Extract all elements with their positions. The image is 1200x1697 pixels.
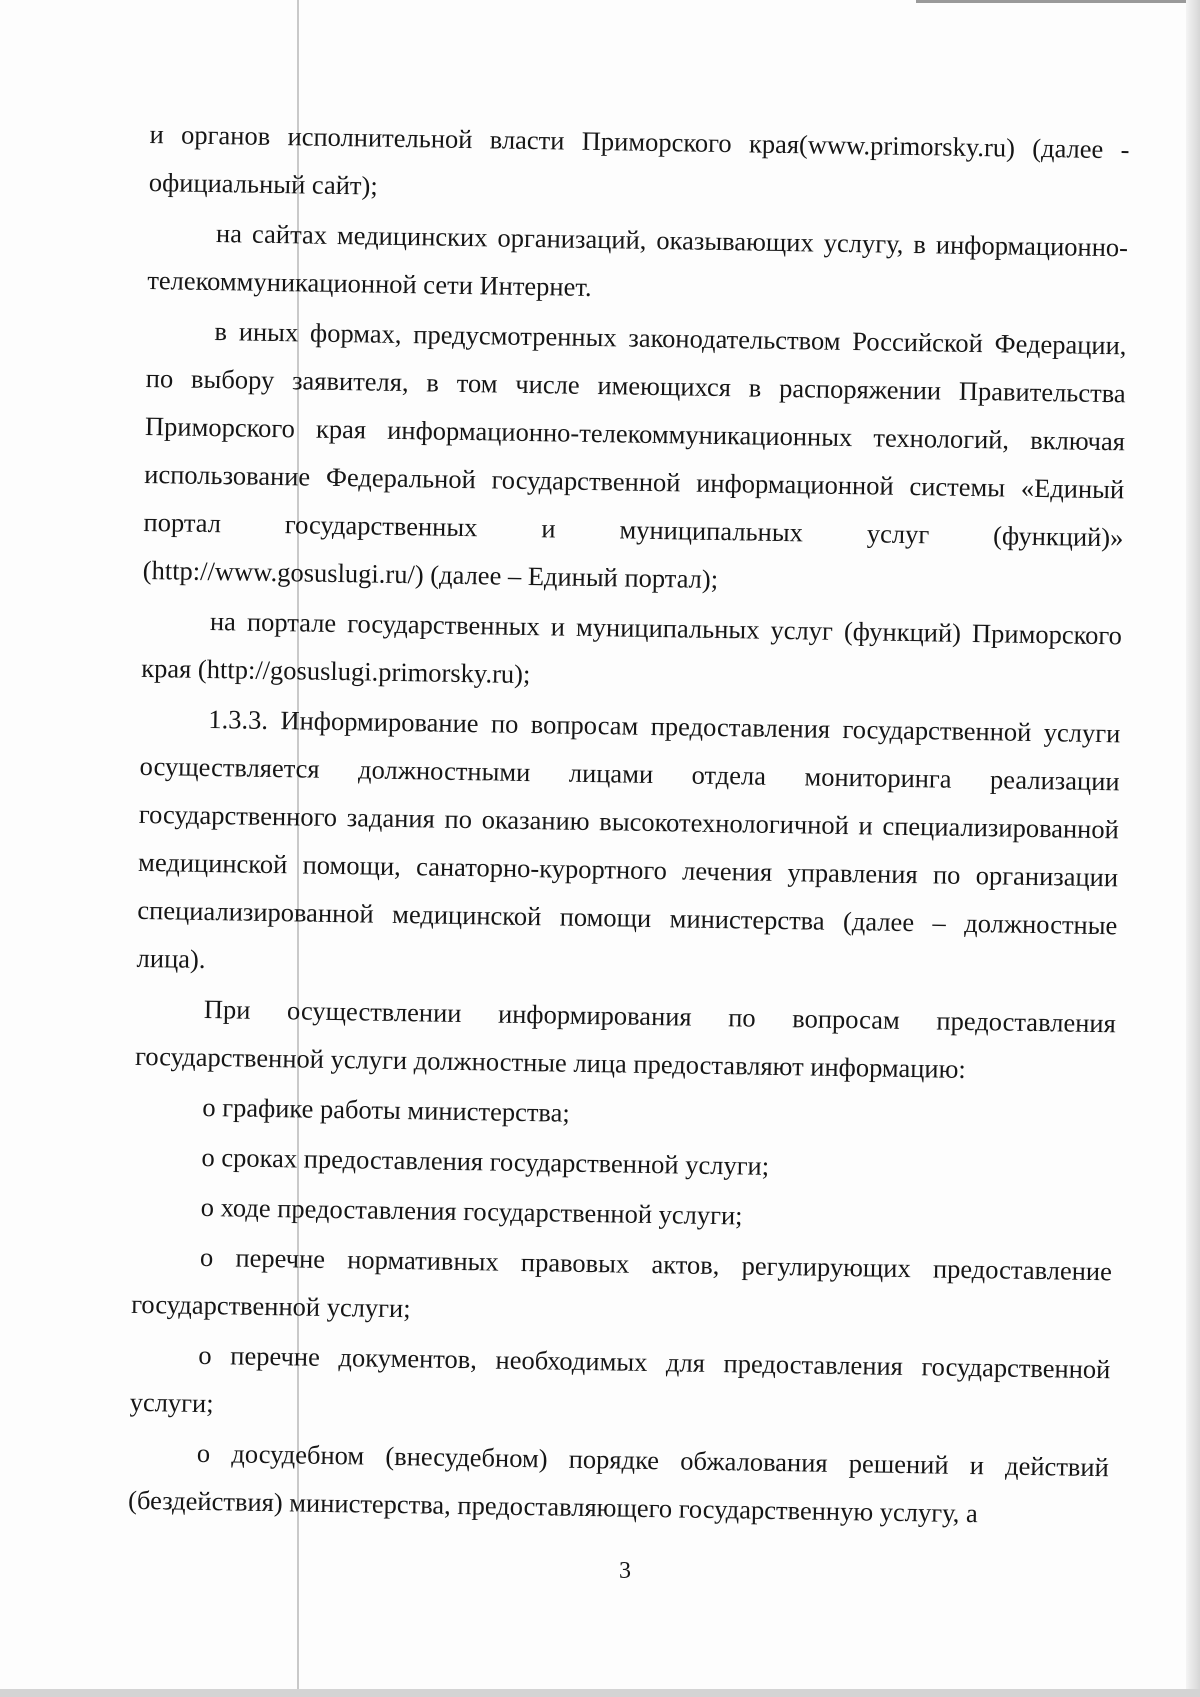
list-item-legal-acts: о перечне нормативных правовых актов, регулирующих предоставление государственной услуги; (131, 1241, 1113, 1324)
paragraph-other-forms: в иных формах, предусмотренных законодательством Российской Федерации, по выбору заявителя, в том числе имеющихся в распоряжении Правительства Приморского края информационно-телекоммуникационных технологий, включая использование Федеральной государственной информационной системы «Единый портал государственных и муниципальных услуг (функций)» (http://www.gosuslugi.ru/) (далее – Единый портал); (142, 316, 1127, 594)
scan-top-edge (916, 0, 1186, 3)
paragraph-regional-portal: на портале государственных и муниципальных услуг (функций) Приморского края (http://gosuslugi.primorsky.ru); (140, 606, 1123, 690)
paragraph-medical-sites: на сайтах медицинских организаций, оказывающих услугу, в информационно-телекоммуникационной сети Интернет. (147, 218, 1129, 302)
list-item-work-schedule: о графике работы министерства; (202, 1091, 570, 1128)
paragraph-informing-intro: При осуществлении информирования по вопросам предоставления государственной услуги должностные лица предоставляют информацию: (134, 993, 1117, 1084)
list-item-documents: о перечне документов, необходимых для предоставления государственной услуги; (129, 1339, 1111, 1419)
document-body (128, 110, 1130, 1539)
paragraph-official-site: и органов исполнительной власти Приморского края(www.primorsky.ru) (далее - официальный сайт); (148, 118, 1130, 201)
paragraph-section-1-3-3: 1.3.3. Информирование по вопросам предоставления государственной услуги осуществляется должностными лицами отдела мониторинга реализации государственного задания по оказанию высокотехнологичной и специализированной медицинской помощи, санаторно-курортного лечения управления по организации специализированной медицинской помощи министерства (далее – должностные лица). (136, 703, 1121, 974)
scan-right-edge (1186, 0, 1200, 1697)
list-item-deadlines: о сроках предоставления государственной услуги; (201, 1141, 770, 1181)
scan-bottom-edge (0, 1689, 1200, 1697)
page-number: 3 (619, 1558, 631, 1584)
list-item-progress: о ходе предоставления государственной услуги; (200, 1191, 743, 1231)
list-item-appeal-procedure: о досудебном (внесудебном) порядке обжалования решений и действий (бездействия) министерства, предоставляющего государственную услугу, а (127, 1437, 1110, 1529)
